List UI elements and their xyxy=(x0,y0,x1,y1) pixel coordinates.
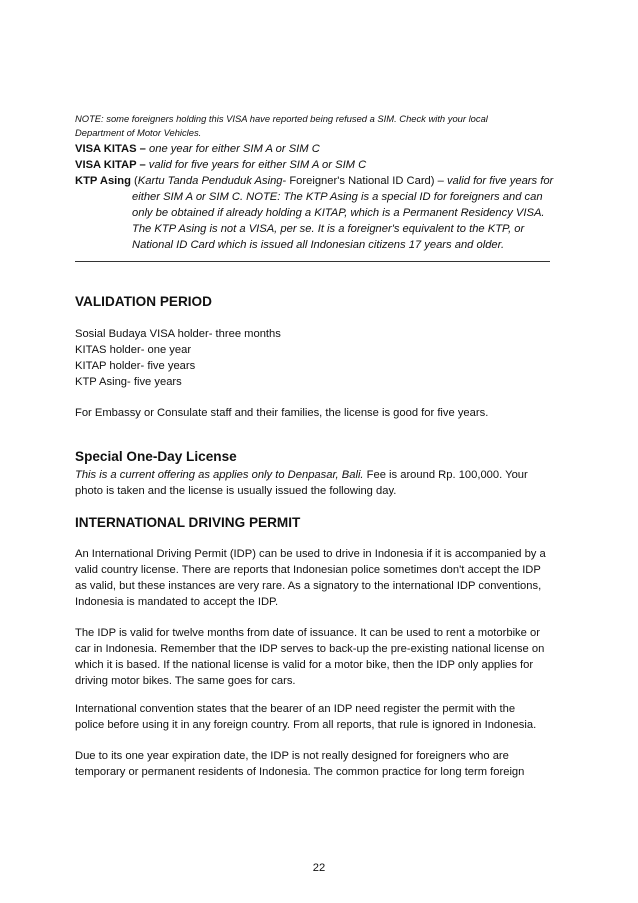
idp-paragraph-1: An International Driving Permit (IDP) can be used to drive in Indonesia if it is accompanied by a valid country license. There are reports that Indonesian police sometimes don't accept the IDP as valid, but these instances are very rare. As a signatory to the international IDP conventions, Indonesia is mandated to accept the IDP. xyxy=(75,548,546,608)
validation-list xyxy=(75,326,565,390)
list-item: KTP Asing- five years xyxy=(75,376,182,388)
list-item: KITAS holder- one year xyxy=(75,344,192,356)
idp-paragraph-2: The IDP is valid for twelve months from date of issuance. It can be used to rent a motorbike or car in Indonesia. Remember that the IDP serves to back-up the pre-existing national license on which it is based. If the national license is valid for a motor bike, then the IDP only applies for driving motor bikes. The same goes for cars. xyxy=(75,627,545,687)
list-item: Sosial Budaya VISA holder- three months xyxy=(75,328,281,340)
validation-heading: VALIDATION PERIOD xyxy=(75,294,212,309)
ktp-asing-first-line: KTP Asing (Kartu Tanda Penduduk Asing- Foreigner's National ID Card) – valid for five years for xyxy=(75,175,554,187)
idp-paragraph-4: Due to its one year expiration date, the IDP is not really designed for foreigners who are temporary or permanent residents of Indonesia. The common practice for long term foreign xyxy=(75,750,525,778)
visa-kitas-line: VISA KITAS – one year for either SIM A or SIM C xyxy=(75,143,320,155)
page-number: 22 xyxy=(312,862,326,874)
idp-paragraph-3: International convention states that the bearer of an IDP need register the permit with the police before using it in any foreign country. From all reports, that rule is ignored in Indonesia. xyxy=(75,703,537,731)
embassy-paragraph: For Embassy or Consulate staff and their families, the license is good for five years. xyxy=(75,407,489,419)
special-license-paragraph: This is a current offering as applies only to Denpasar, Bali. Fee is around Rp. 100,000. Your photo is taken and the license is usually issued the following day. xyxy=(75,469,528,497)
list-item: KITAP holder- five years xyxy=(75,360,196,372)
special-license-heading: Special One-Day License xyxy=(75,449,237,464)
sim-refusal-note: NOTE: some foreigners holding this VISA have reported being refused a SIM. Check with your local Department of Motor Vehicles. xyxy=(75,113,488,138)
ktp-asing-entry xyxy=(75,173,565,253)
section-divider xyxy=(75,261,550,262)
ktp-asing-details: either SIM A or SIM C. NOTE: The KTP Asing is a special ID for foreigners and can only be obtained if already holding a KITAP, which is a Permanent Residency VISA. The KTP Asing is not a VISA, per se. It is a foreigner's equivalent to the KTP, or National ID Card which is issued all Indonesian citizens 17 years and older. xyxy=(132,191,545,251)
visa-kitap-line: VISA KITAP – valid for five years for either SIM A or SIM C xyxy=(75,159,367,171)
idp-heading: INTERNATIONAL DRIVING PERMIT xyxy=(75,515,301,530)
